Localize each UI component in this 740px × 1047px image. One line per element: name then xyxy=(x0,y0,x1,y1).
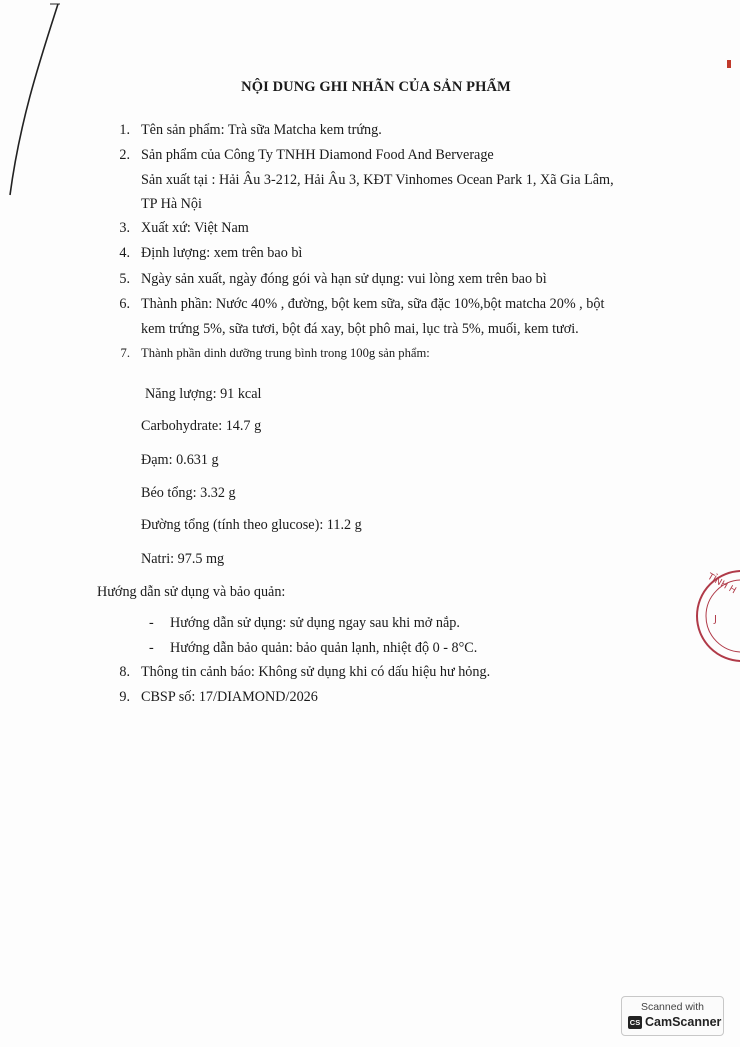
item-number: 9. xyxy=(119,689,130,705)
item-ingredients-cont: kem trứng 5%, sữa tươi, bột đá xay, bột phô mai, lục trà 5%, muối, kem tươi. xyxy=(141,321,579,337)
nutrition-protein: Đạm: 0.631 g xyxy=(141,452,219,468)
item-number: 8. xyxy=(119,664,130,680)
item-number: 3. xyxy=(119,220,130,236)
item-number: 1. xyxy=(119,122,130,138)
nutrition-fat: Béo tổng: 3.32 g xyxy=(141,485,236,501)
item-nutrition-heading: Thành phần dinh dưỡng trung bình trong 100g sản phẩm: xyxy=(141,346,430,360)
item-address: Sản xuất tại : Hải Âu 3-212, Hải Âu 3, KĐT Vinhomes Ocean Park 1, Xã Gia Lâm, xyxy=(141,172,614,188)
item-quantity: Định lượng: xem trên bao bì xyxy=(141,245,303,261)
item-number: 4. xyxy=(119,245,130,261)
usage-bullet: - xyxy=(149,640,154,656)
stamp-text: TỈNH H xyxy=(705,571,738,597)
item-ingredients: Thành phần: Nước 40% , đường, bột kem sữa, sữa đặc 10%,bột matcha 20% , bột xyxy=(141,296,605,312)
item-number: 5. xyxy=(119,271,130,287)
item-product-name: Tên sản phẩm: Trà sữa Matcha kem trứng. xyxy=(141,122,382,138)
document-title: NỘI DUNG GHI NHÃN CỦA SẢN PHẨM xyxy=(241,79,511,95)
item-warning: Thông tin cảnh báo: Không sử dụng khi có dấu hiệu hư hỏng. xyxy=(141,664,491,680)
nutrition-carbohydrate: Carbohydrate: 14.7 g xyxy=(141,418,262,434)
item-number: 7. xyxy=(120,346,130,360)
scanned-with-label: Scanned with xyxy=(640,1001,705,1013)
storage-instructions: Hướng dẫn bảo quản: bảo quản lạnh, nhiệt độ 0 - 8°C. xyxy=(170,640,478,656)
item-cbsp: CBSP số: 17/DIAMOND/2026 xyxy=(141,689,318,705)
page-edge-line xyxy=(0,0,60,200)
usage-instructions: Hướng dẫn sử dụng: sử dụng ngay sau khi mở nắp. xyxy=(170,615,460,631)
item-company: Sản phẩm của Công Ty TNHH Diamond Food And Berverage xyxy=(141,147,494,163)
item-number: 6. xyxy=(119,296,130,312)
camscanner-name: CamScanner xyxy=(645,1015,722,1029)
company-stamp xyxy=(690,566,740,666)
camscanner-logo-icon: CS xyxy=(629,1018,641,1027)
nutrition-sugar: Đường tổng (tính theo glucose): 11.2 g xyxy=(141,517,362,533)
camscanner-badge xyxy=(621,996,724,1036)
stamp-partial-text: J xyxy=(714,614,717,625)
usage-heading: Hướng dẫn sử dụng và bảo quản: xyxy=(97,584,286,600)
item-dates: Ngày sản xuất, ngày đóng gói và hạn sử dụng: vui lòng xem trên bao bì xyxy=(141,271,547,287)
item-origin: Xuất xứ: Việt Nam xyxy=(141,220,249,236)
nutrition-energy: Năng lượng: 91 kcal xyxy=(145,386,262,402)
item-address-city: TP Hà Nội xyxy=(141,196,202,212)
nutrition-sodium: Natri: 97.5 mg xyxy=(141,551,225,567)
red-mark xyxy=(727,60,731,68)
item-number: 2. xyxy=(119,147,130,163)
usage-bullet: - xyxy=(149,615,154,631)
